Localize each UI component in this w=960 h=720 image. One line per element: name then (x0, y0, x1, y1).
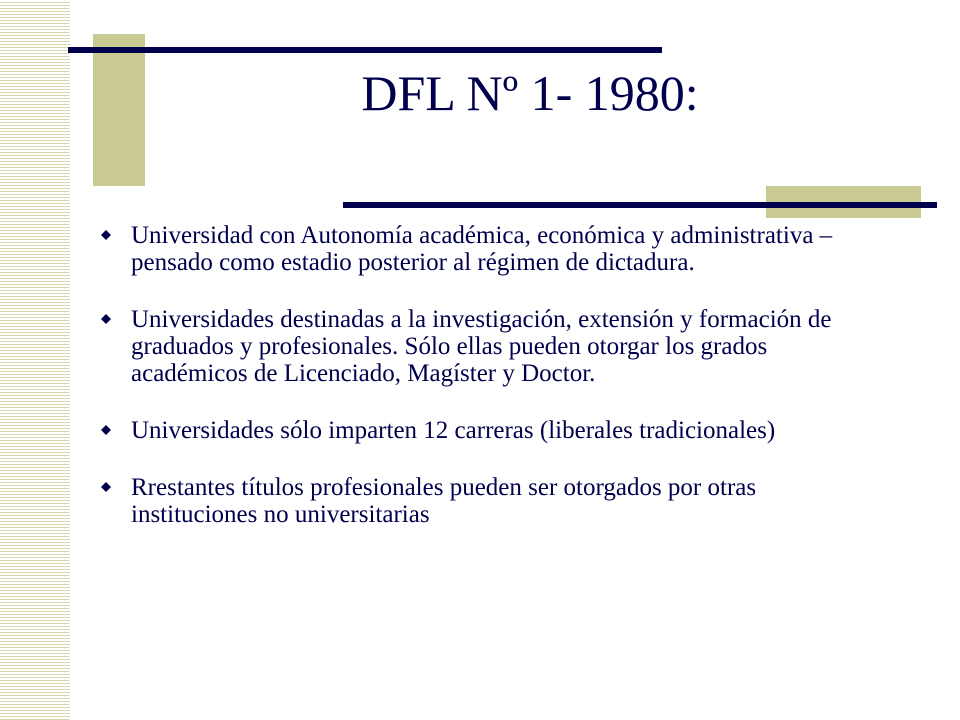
navy-bottom-rule (343, 202, 937, 208)
bullet-text: Universidades destinadas a la investigación, extensión y formación de graduados y profesionales. Sólo ellas pueden otorgar los grados académicos de Licenciado, Magíster y Doctor. (131, 306, 832, 387)
diamond-bullet-icon (101, 230, 111, 240)
bullet-item (95, 222, 885, 276)
khaki-vertical-bar (93, 34, 145, 186)
slide-title: DFL Nº 1- 1980: (361, 65, 699, 121)
diamond-bullet-icon (101, 425, 111, 435)
bullet-list (95, 222, 885, 558)
bullet-item (95, 417, 885, 444)
bullet-item (95, 474, 885, 528)
bullet-text: Universidades sólo imparten 12 carreras (liberales tradicionales) (131, 417, 776, 444)
navy-top-rule (68, 47, 662, 53)
bullet-text: Rrestantes títulos profesionales pueden ser otorgados por otras instituciones no universitarias (131, 474, 757, 528)
bullet-text: Universidad con Autonomía académica, económica y administrativa – pensado como estadio posterior al régimen de dictadura. (131, 222, 833, 276)
diamond-bullet-icon (101, 314, 111, 324)
left-stripe-decoration (0, 0, 70, 720)
diamond-bullet-icon (101, 482, 111, 492)
bullet-item (95, 306, 885, 387)
